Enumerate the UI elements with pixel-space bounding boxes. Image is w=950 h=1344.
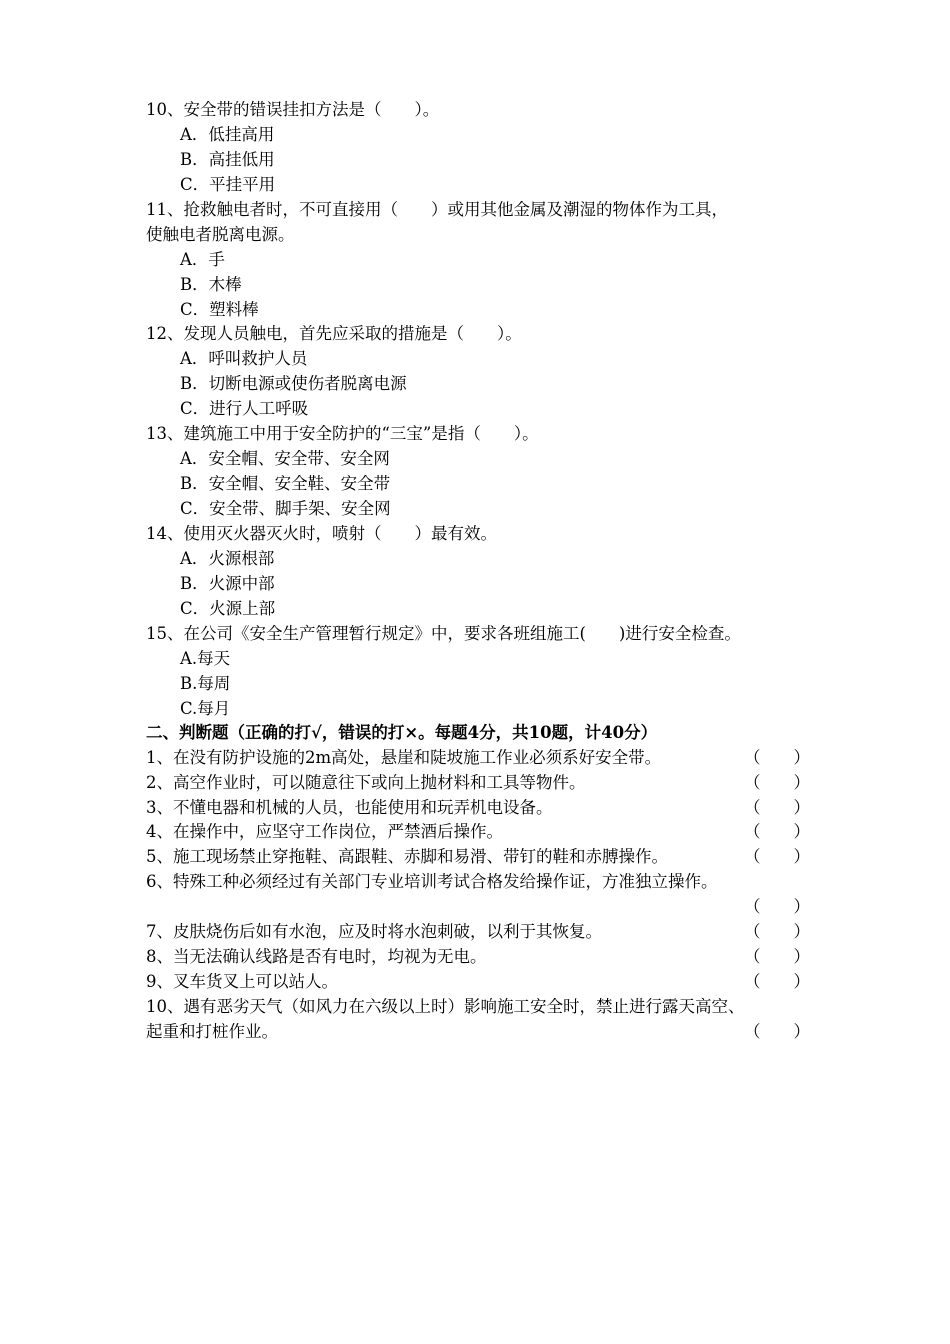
question-12-option-a: A．呼叫救护人员: [180, 349, 308, 368]
judgment-item-2-text: 2、高空作业时，可以随意往下或向上抛材料和工具等物件。: [146, 773, 586, 792]
judgment-item-1: [146, 746, 810, 770]
question-12-option-c: C．进行人工呼吸: [180, 399, 309, 418]
judgment-item-6: [146, 870, 810, 894]
judgment-item-7: [146, 920, 810, 944]
answer-blank: （ ）: [744, 972, 810, 991]
question-14-option-c: C．火源上部: [180, 599, 276, 618]
judgment-item-8: [146, 945, 810, 969]
judgment-item-7-text: 7、皮肤烧伤后如有水泡，应及时将水泡刺破，以利于其恢复。: [146, 922, 602, 941]
answer-blank: （ ）: [744, 773, 810, 792]
answer-blank: （ ）: [744, 748, 810, 767]
judgment-item-6-answer-line: [146, 895, 810, 919]
question-10-stem: 10、安全带的错误挂扣方法是（ ）。: [146, 100, 440, 119]
judgment-item-10-continued: [146, 1020, 810, 1044]
answer-blank: （ ）: [744, 897, 810, 916]
question-10-option-c: C．平挂平用: [180, 175, 276, 194]
judgment-item-10-text-continued: 起重和打桩作业。: [146, 1022, 278, 1041]
question-10-option-a: A．低挂高用: [180, 125, 275, 144]
judgment-item-4: [146, 820, 810, 844]
question-12-option-b: B．切断电源或使伤者脱离电源: [180, 374, 407, 393]
judgment-item-1-text: 1、在没有防护设施的2m高处，悬崖和陡坡施工作业必须系好安全带。: [146, 748, 662, 767]
question-15-option-b: B.每周: [180, 674, 231, 693]
question-14-option-b: B．火源中部: [180, 574, 275, 593]
judgment-item-9-text: 9、叉车货叉上可以站人。: [146, 972, 338, 991]
question-15-option-a: A.每天: [180, 649, 231, 668]
question-13-option-a: A．安全帽、安全带、安全网: [180, 449, 390, 468]
judgment-item-5: [146, 845, 810, 869]
question-13-option-b: B．安全帽、安全鞋、安全带: [180, 474, 391, 493]
question-11-option-c: C．塑料棒: [180, 300, 259, 319]
question-14-stem: 14、使用灭火器灭火时，喷射（ ）最有效。: [146, 524, 497, 543]
question-12-stem: 12、发现人员触电，首先应采取的措施是（ ）。: [146, 324, 522, 343]
judgment-item-8-text: 8、当无法确认线路是否有电时，均视为无电。: [146, 947, 487, 966]
question-11-option-a: A．手: [180, 250, 225, 269]
question-11-option-b: B．木棒: [180, 275, 242, 294]
question-15-stem: 15、在公司《安全生产管理暂行规定》中，要求各班组施工( )进行安全检查。: [146, 624, 741, 643]
judgment-item-9: [146, 970, 810, 994]
answer-blank: （ ）: [744, 798, 810, 817]
judgment-item-10: [146, 995, 810, 1019]
judgment-item-4-text: 4、在操作中，应坚守工作岗位，严禁酒后操作。: [146, 822, 503, 841]
answer-blank: （ ）: [744, 922, 810, 941]
answer-blank: （ ）: [744, 822, 810, 841]
answer-blank: （ ）: [744, 1022, 810, 1041]
judgment-item-5-text: 5、施工现场禁止穿拖鞋、高跟鞋、赤脚和易滑、带钉的鞋和赤膊操作。: [146, 847, 668, 866]
judgment-item-6-text: 6、特殊工种必须经过有关部门专业培训考试合格发给操作证，方准独立操作。: [146, 872, 718, 891]
section-2-title: 二、判断题（正确的打√，错误的打×。每题4分，共10题，计40分）: [146, 723, 658, 742]
question-13-stem: 13、建筑施工中用于安全防护的“三宝”是指（ ）。: [146, 424, 539, 443]
judgment-item-2: [146, 771, 810, 795]
answer-blank: （ ）: [744, 847, 810, 866]
question-13-option-c: C．安全带、脚手架、安全网: [180, 499, 391, 518]
question-11-stem: 11、抢救触电者时，不可直接用（ ）或用其他金属及潮湿的物体作为工具，: [146, 200, 728, 219]
question-10-option-b: B．高挂低用: [180, 150, 275, 169]
question-14-option-a: A．火源根部: [180, 549, 275, 568]
question-11-stem-continued: 使触电者脱离电源。: [146, 225, 295, 244]
judgment-item-3: [146, 796, 810, 820]
question-15-option-c: C.每月: [180, 699, 231, 718]
answer-blank: （ ）: [744, 947, 810, 966]
judgment-item-10-text: 10、遇有恶劣天气（如风力在六级以上时）影响施工安全时，禁止进行露天高空、: [146, 997, 745, 1016]
judgment-item-3-text: 3、不懂电器和机械的人员，也能使用和玩弄机电设备。: [146, 798, 553, 817]
